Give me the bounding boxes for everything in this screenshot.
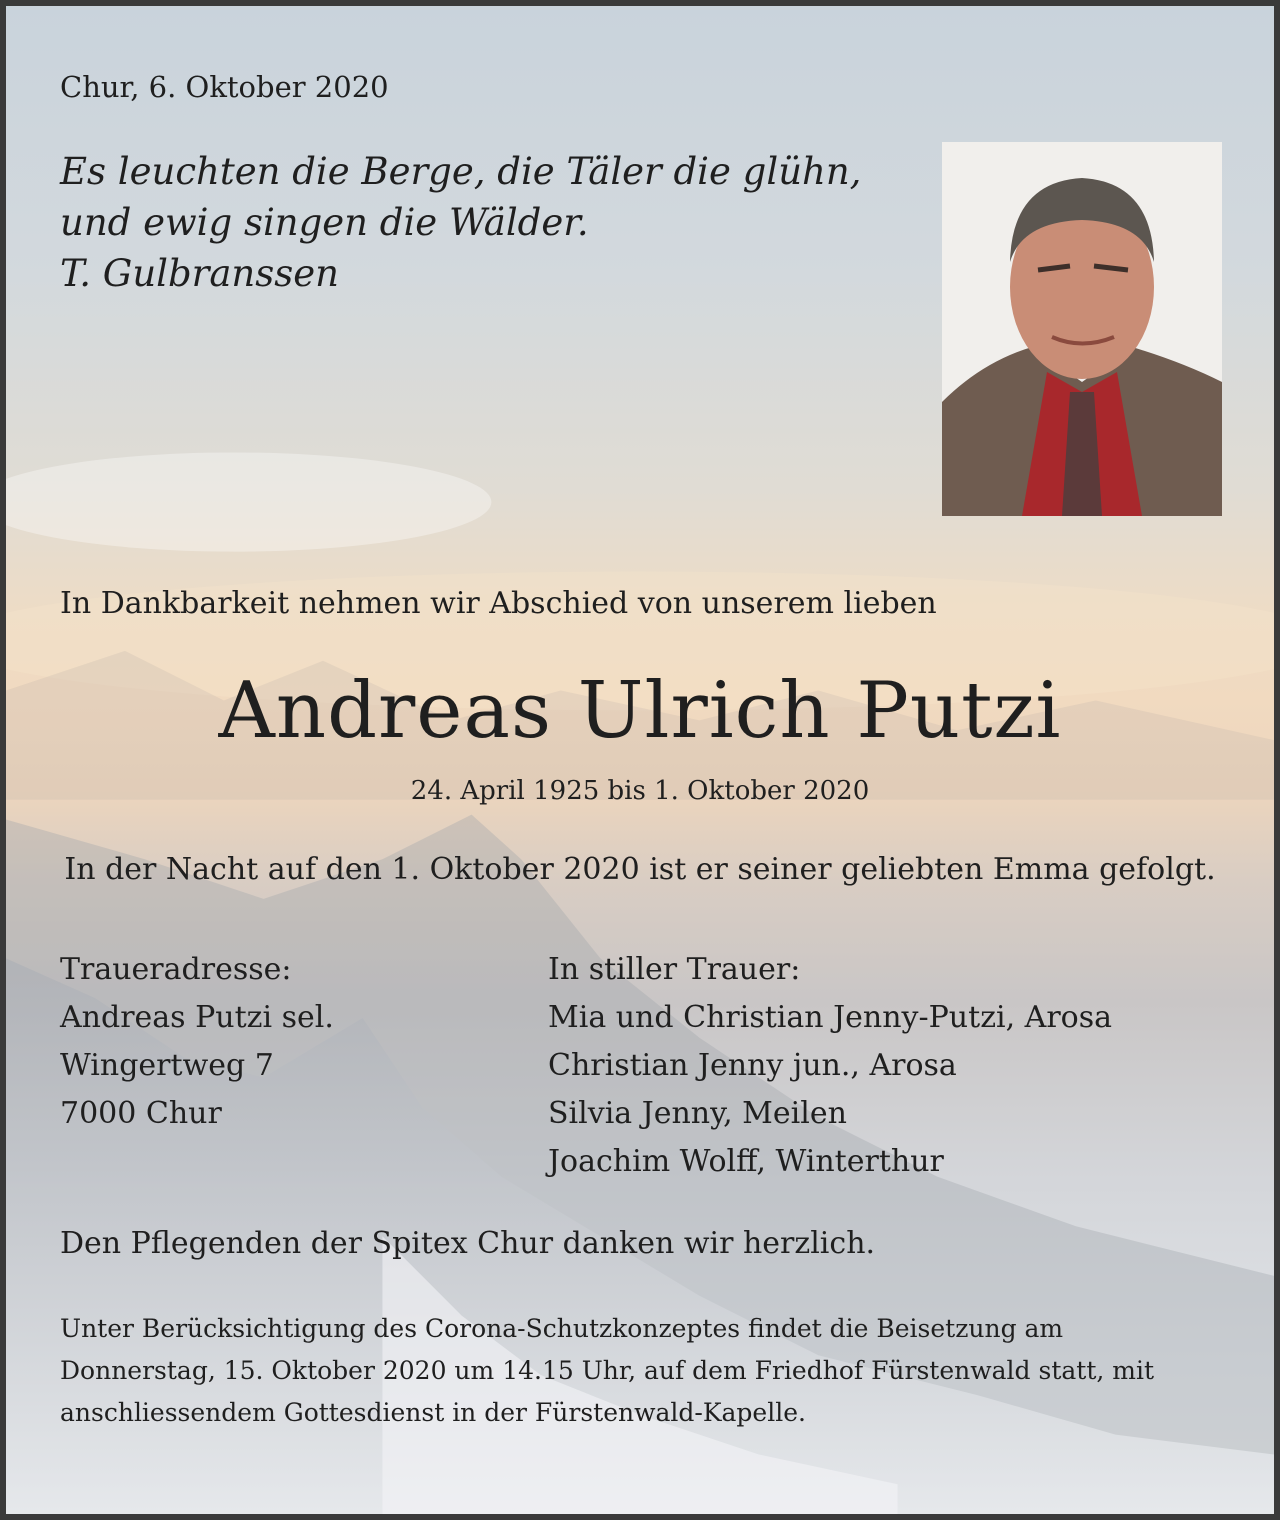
memorial-quote: [60, 146, 861, 299]
notice-line: Donnerstag, 15. Oktober 2020 um 14.15 Uhr, auf dem Friedhof Fürstenwald statt, mit: [60, 1356, 1155, 1385]
quote-line: Es leuchten die Berge, die Täler die glühn,: [60, 150, 862, 193]
notice-line: Unter Berücksichtigung des Corona-Schutzkonzeptes findet die Beisetzung am: [60, 1314, 1064, 1343]
farewell-intro: In Dankbarkeit nehmen wir Abschied von unserem lieben: [60, 586, 937, 621]
place-date: Chur, 6. Oktober 2020: [60, 70, 389, 104]
notice-line: anschliessendem Gottesdienst in der Fürstenwald-Kapelle.: [60, 1398, 806, 1427]
death-statement: In der Nacht auf den 1. Oktober 2020 ist er seiner geliebten Emma gefolgt.: [64, 852, 1216, 887]
mourner-entry: Mia und Christian Jenny-Putzi, Arosa: [548, 1000, 1113, 1035]
address-line: Wingertweg 7: [60, 1048, 274, 1083]
deceased-name: Andreas Ulrich Putzi: [218, 666, 1062, 756]
address-heading: Traueradresse:: [60, 952, 292, 987]
mourner-entry: Silvia Jenny, Meilen: [548, 1096, 847, 1131]
quote-line: und ewig singen die Wälder.: [60, 201, 589, 244]
mourner-entry: Joachim Wolff, Winterthur: [548, 1144, 944, 1179]
mourners-list: [548, 946, 1112, 1186]
life-dates: 24. April 1925 bis 1. Oktober 2020: [410, 776, 870, 806]
address-line: Andreas Putzi sel.: [60, 1000, 334, 1035]
thanks-note: Den Pflegenden der Spitex Chur danken wir herzlich.: [60, 1226, 876, 1261]
address-line: 7000 Chur: [60, 1096, 222, 1131]
mourning-address: [60, 946, 334, 1138]
funeral-notice: [60, 1308, 1210, 1434]
mourner-entry: Christian Jenny jun., Arosa: [548, 1048, 957, 1083]
mourners-heading: In stiller Trauer:: [548, 952, 801, 987]
quote-author: T. Gulbranssen: [60, 252, 339, 295]
portrait-photo: [942, 142, 1222, 516]
